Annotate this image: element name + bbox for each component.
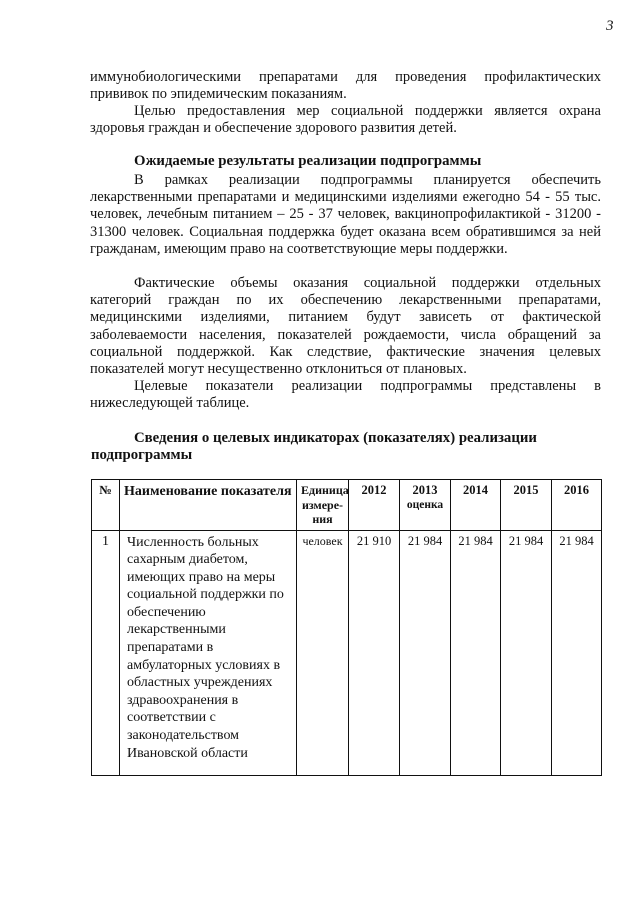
row-value-2013: 21 984 (400, 530, 451, 775)
results-paragraph-plan: В рамках реализации подпрограммы планируется обеспечить лекарственными препаратами и медицинскими изделиями ежегодно 54 - 55 тыс. человек, лечебным питанием – 25 - 37 человек, вакцинопрофилактикой - 31200 - 31300 человек. Социальная поддержка будет оказана всем обратившимся за ней гражданам, имеющим право на соответствующие меры поддержки. (90, 172, 601, 257)
table-row (92, 530, 602, 775)
header-unit: Единица измере-ния (297, 480, 349, 531)
page-number: 3 (606, 18, 614, 34)
header-2012: 2012 (349, 480, 400, 531)
intro-paragraph-goal: Целью предоставления мер социальной поддержки является охрана здоровья граждан и обеспечение здорового развития детей. (90, 103, 601, 137)
results-paragraph-actual: Фактические объемы оказания социальной поддержки отдельных категорий граждан по их обеспечению лекарственными препаратами, медицинскими изделиями, питанием будут зависеть от фактической заболеваемости населения, показателей рождаемости, числа обращений за социальной поддержкой. Как следствие, фактические значения целевых показателей могут несущественно отклониться от плановых. (90, 275, 601, 378)
table-heading-line2: подпрограммы (91, 447, 193, 463)
results-paragraph-table-ref: Целевые показатели реализации подпрограммы представлены в нижеследующей таблице. (90, 378, 601, 412)
table-header-row (92, 480, 602, 531)
row-value-2015: 21 984 (501, 530, 552, 775)
row-number: 1 (92, 530, 120, 775)
results-heading: Ожидаемые результаты реализации подпрограммы (134, 153, 482, 169)
header-2014: 2014 (451, 480, 501, 531)
row-value-2014: 21 984 (451, 530, 501, 775)
row-value-2016: 21 984 (552, 530, 602, 775)
header-2015: 2015 (501, 480, 552, 531)
header-2016: 2016 (552, 480, 602, 531)
table-heading-line1: Сведения о целевых индикаторах (показателях) реализации (134, 430, 537, 446)
header-2013 (400, 480, 451, 531)
header-name: Наименование показателя (120, 480, 297, 531)
header-number: № (92, 480, 120, 531)
indicators-table (91, 479, 602, 776)
header-2013-note: оценка (406, 499, 444, 511)
row-value-2012: 21 910 (349, 530, 400, 775)
header-2013-year: 2013 (412, 483, 438, 497)
row-unit: человек (297, 530, 349, 775)
row-indicator-name: Численность больных сахарным диабетом, имеющих право на меры социальной поддержки по обеспечению лекарственными препаратами в амбулаторных условиях в областных учреждениях здравоохранения в соответствии с законодательством Ивановской области (120, 530, 297, 775)
intro-paragraph-continued: иммунобиологическими препаратами для проведения профилактических прививок по эпидемическим показаниям. (90, 69, 601, 103)
